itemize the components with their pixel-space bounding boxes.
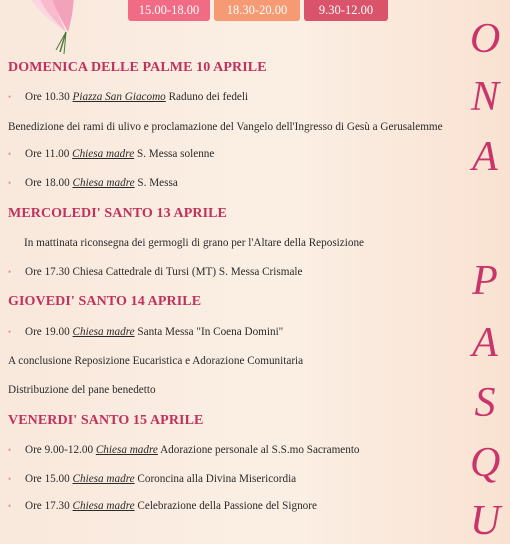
schedule-item bbox=[8, 444, 360, 456]
bullet-icon: • bbox=[8, 501, 12, 511]
item-text: S. Messa solenne bbox=[136, 148, 215, 160]
flower-illustration bbox=[16, 0, 86, 54]
item-place: Chiesa madre bbox=[72, 473, 135, 485]
item-place: Chiesa madre bbox=[95, 444, 158, 456]
item-text: Santa Messa "In Coena Domini" bbox=[137, 326, 284, 338]
side-letter: A bbox=[472, 134, 498, 180]
schedule-item bbox=[8, 91, 248, 103]
schedule-item bbox=[8, 500, 317, 512]
section-note: In mattinata riconsegna dei germogli di grano per l'Altare della Reposizione bbox=[24, 237, 365, 249]
bullet-icon: • bbox=[8, 92, 12, 102]
item-text: Chiesa Cattedrale di Tursi (MT) S. Messa Crismale bbox=[72, 266, 303, 278]
item-time: Ore 18.00 bbox=[25, 177, 70, 189]
hours-slot: 9.30-12.00 bbox=[304, 0, 388, 21]
hours-bar bbox=[128, 0, 388, 21]
item-text: Adorazione personale al S.S.mo Sacramento bbox=[160, 444, 360, 456]
schedule-item bbox=[8, 177, 178, 189]
schedule-item bbox=[8, 473, 296, 485]
side-letter: O bbox=[470, 16, 501, 62]
bullet-icon: • bbox=[8, 178, 12, 188]
bullet-icon: • bbox=[8, 445, 12, 455]
item-time: Ore 10.30 bbox=[25, 91, 70, 103]
bullet-icon: • bbox=[8, 149, 12, 159]
item-time: Ore 19.00 bbox=[25, 326, 70, 338]
item-place: Piazza San Giacomo bbox=[72, 91, 166, 103]
section-title: GIOVEDI' SANTO 14 APRILE bbox=[8, 294, 202, 309]
side-letter: N bbox=[470, 74, 499, 120]
item-text: Coroncina alla Divina Misericordia bbox=[137, 473, 297, 485]
bullet-icon: • bbox=[8, 474, 12, 484]
item-time: Ore 11.00 bbox=[25, 148, 70, 160]
item-time: Ore 17.30 bbox=[25, 266, 70, 278]
item-place: Chiesa madre bbox=[72, 326, 135, 338]
side-letter: Q bbox=[470, 440, 501, 486]
item-time: Ore 17.30 bbox=[25, 500, 70, 512]
item-time: Ore 15.00 bbox=[25, 473, 70, 485]
schedule-item bbox=[8, 148, 214, 160]
item-place: Chiesa madre bbox=[72, 500, 135, 512]
item-text: S. Messa bbox=[137, 177, 178, 189]
side-letter: S bbox=[474, 380, 496, 426]
section-note: A conclusione Reposizione Eucaristica e Adorazione Comunitaria bbox=[8, 355, 304, 367]
item-time: Ore 9.00-12.00 bbox=[25, 444, 94, 456]
schedule-item bbox=[8, 266, 303, 278]
hours-slot: 15.00-18.00 bbox=[128, 0, 210, 21]
section-title: DOMENICA DELLE PALME 10 APRILE bbox=[8, 60, 267, 75]
section-title: MERCOLEDI' SANTO 13 APRILE bbox=[8, 206, 227, 221]
section-note: Distribuzione del pane benedetto bbox=[8, 384, 156, 396]
side-letter: U bbox=[470, 498, 501, 544]
section-note: Benedizione dei rami di ulivo e proclamazione del Vangelo dell'Ingresso di Gesù a Gerusalemme bbox=[8, 121, 443, 133]
item-text: Celebrazione della Passione del Signore bbox=[137, 500, 317, 512]
schedule-item bbox=[8, 326, 283, 338]
item-text: Raduno dei fedeli bbox=[168, 91, 249, 103]
bullet-icon: • bbox=[8, 267, 12, 277]
item-place: Chiesa madre bbox=[72, 177, 135, 189]
item-place: Chiesa madre bbox=[72, 148, 135, 160]
hours-slot: 18.30-20.00 bbox=[214, 0, 300, 21]
bullet-icon: • bbox=[8, 327, 12, 337]
section-title: VENERDI' SANTO 15 APRILE bbox=[8, 413, 204, 428]
side-letter: P bbox=[472, 258, 498, 304]
side-letter: A bbox=[472, 320, 498, 366]
